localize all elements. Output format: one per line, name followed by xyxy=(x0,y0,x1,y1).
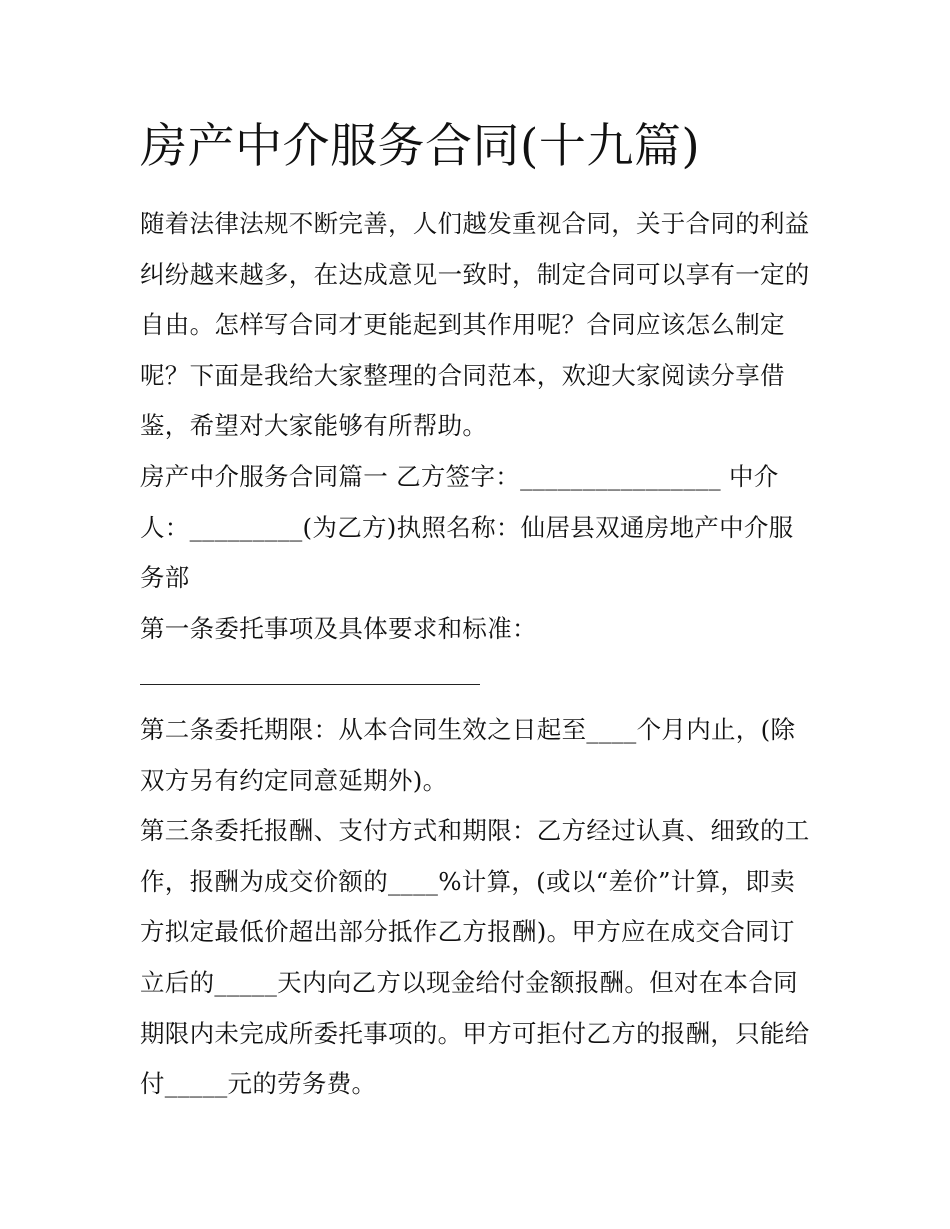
article-1-fill-line xyxy=(140,654,815,705)
intro-paragraph: 随着法律法规不断完善，人们越发重视合同，关于合同的利益纠纷越来越多，在达成意见一致时，制定合同可以享有一定的自由。怎样写合同才更能起到其作用呢？合同应该怎么制定呢？下面是我给大家整理的合同范本，欢迎大家阅读分享借鉴，希望对大家能够有所帮助。 xyxy=(140,209,810,441)
contract-header-paragraph: 房产中介服务合同篇一 乙方签字：________________ 中介人：_________(为乙方)执照名称：仙居县双通房地产中介服务部 xyxy=(140,461,794,593)
article-2-paragraph: 第二条委托期限：从本合同生效之日起至____个月内止，(除双方另有约定同意延期外)。 xyxy=(140,714,796,795)
document-page xyxy=(140,112,815,1110)
article-1-paragraph: 第一条委托事项及具体要求和标准： xyxy=(140,613,537,643)
article-3-paragraph: 第三条委托报酬、支付方式和期限：乙方经过认真、细致的工作，报酬为成交价额的____%计算，(或以“差价”计算，即卖方拟定最低价超出部分抵作乙方报酬)。甲方应在成交合同订立后的_____天内向乙方以现金给付金额报酬。但对在本合同期限内未完成所委托事项的。甲方可拒付乙方的报酬，只能给付_____元的劳务费。 xyxy=(140,816,810,1099)
document-title: 房产中介服务合同(十九篇) xyxy=(140,119,701,174)
